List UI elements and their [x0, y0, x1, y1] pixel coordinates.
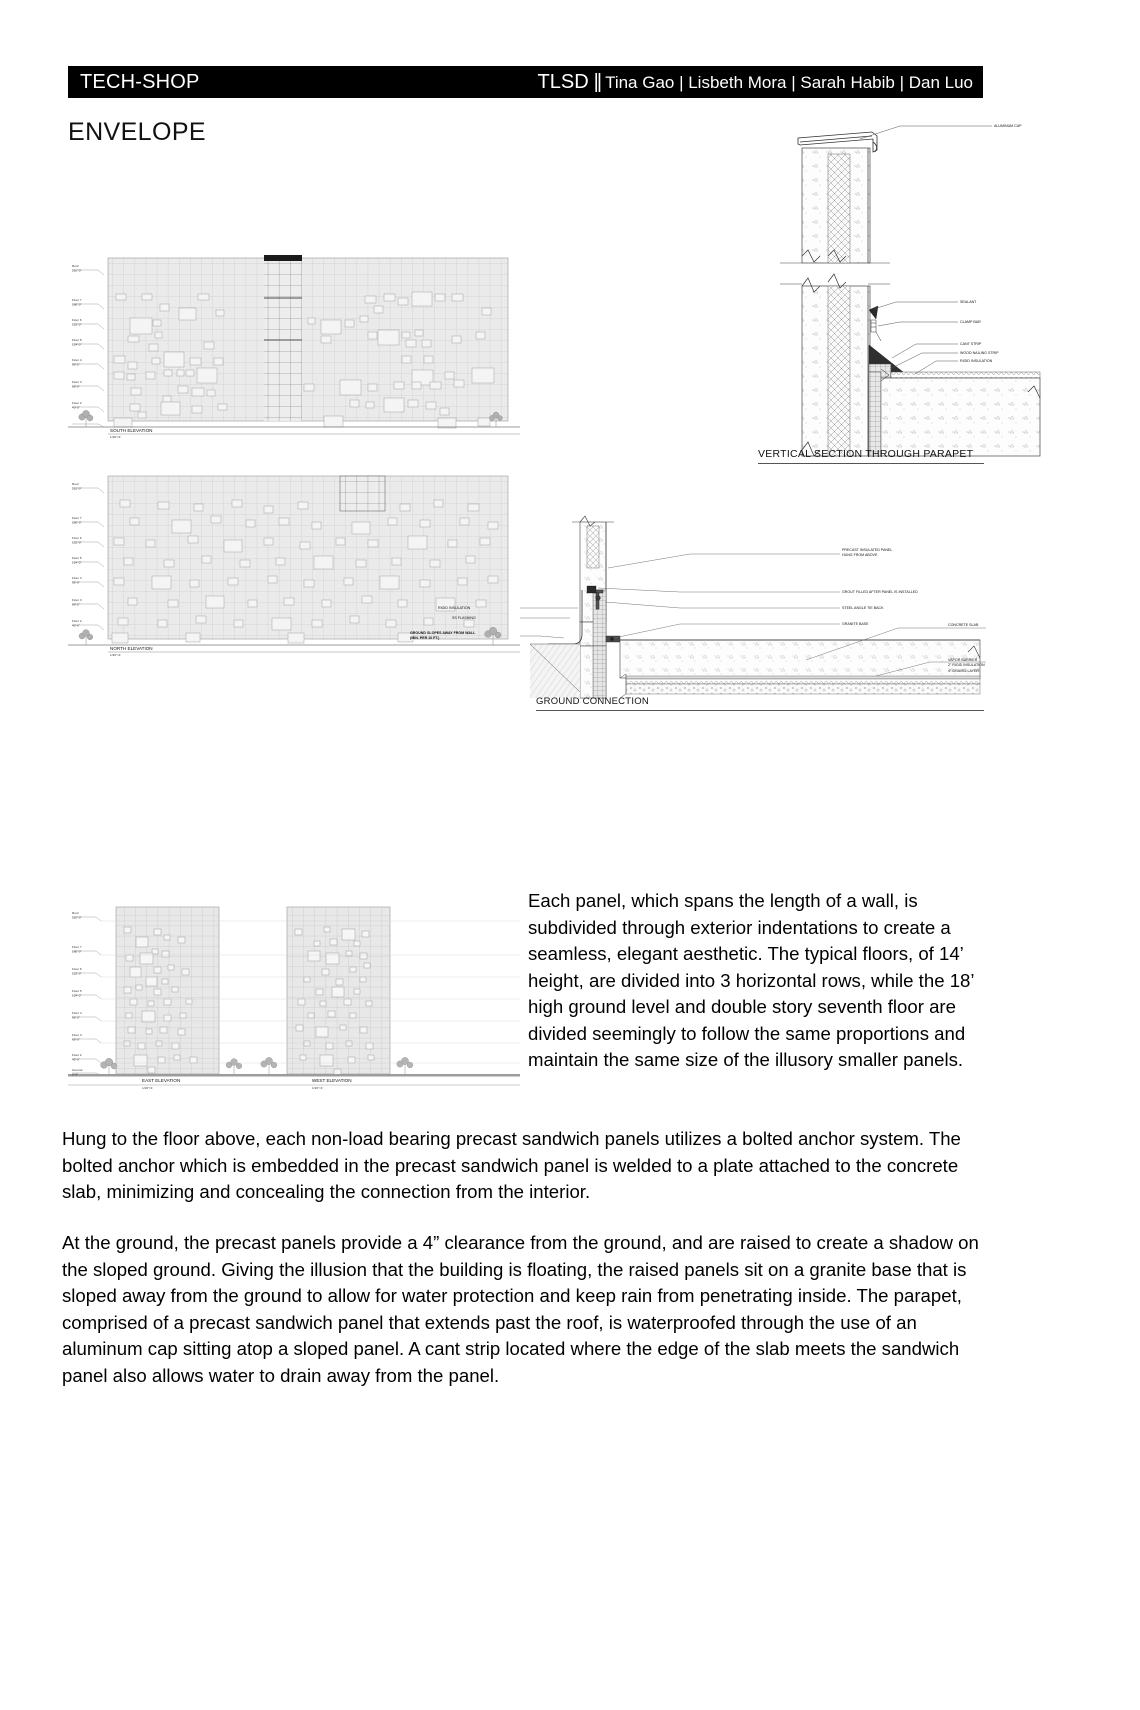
south-elevation-svg — [68, 252, 520, 448]
svg-text:Floor 4: Floor 4 — [72, 1011, 82, 1015]
label-ss-flashing: SS FLASHING — [452, 616, 476, 620]
west-elevation-scale: 1/16"=1' — [312, 1086, 324, 1090]
svg-text:152'-0": 152'-0" — [72, 540, 82, 545]
granite-base-shape — [606, 636, 620, 642]
svg-text:Floor 5: Floor 5 — [72, 989, 82, 993]
page-title: ENVELOPE — [68, 118, 206, 146]
label-concrete-slab: CONCRETE SLAB — [948, 623, 979, 627]
floor-level-markers — [72, 482, 104, 630]
label-rigid-insulation-parapet: RIGID INSULATION — [960, 359, 993, 363]
east-west-elevation-drawing — [68, 895, 520, 1095]
north-elevation-svg — [68, 470, 520, 666]
svg-text:124'-0": 124'-0" — [72, 342, 82, 347]
ground-connection-svg — [410, 470, 990, 698]
svg-text:152'-0": 152'-0" — [72, 971, 82, 976]
header-separator: || — [593, 70, 601, 93]
clamp-bar-shape — [871, 320, 881, 341]
label-clamp-bar: CLAMP BAR — [960, 320, 981, 324]
svg-text:152'-0": 152'-0" — [72, 322, 82, 327]
west-elevation-label: WEST ELEVATION — [312, 1078, 352, 1083]
svg-text:180'-0": 180'-0" — [72, 949, 82, 954]
grout-pocket-shape — [587, 586, 596, 593]
gravel-layer-shape — [626, 684, 980, 694]
page-header — [68, 66, 983, 98]
svg-text:210'-0": 210'-0" — [72, 915, 82, 920]
body-paragraph-ground-and-parapet: At the ground, the precast panels provide a 4” clearance from the ground, and are raised to create a shadow on the sloped ground. Giving the illusion that the building is floating, the raised panels sit on a granite base that is sloped away from the ground to allow for water protection and keep rain from penetrating inside. The parapet, comprised of a precast sandwich panel that extends past the roof, is waterproofed through the use of an aluminum cap sitting atop a sloped panel. A cant strip located where the edge of the slab meets the sandwich panel also allows water to drain away from the panel. — [62, 1232, 979, 1386]
svg-text:Floor 6: Floor 6 — [72, 536, 82, 540]
svg-text:Roof: Roof — [72, 911, 79, 915]
label-grout-filled: GROUT FILLED AFTER PANEL IS INSTALLED — [842, 590, 918, 594]
svg-text:96'-0": 96'-0" — [72, 580, 80, 585]
header-project-title: TECH-SHOP — [80, 70, 200, 93]
svg-text:40'-0": 40'-0" — [72, 405, 80, 410]
parapet-caption-rule — [758, 463, 984, 464]
svg-text:Roof: Roof — [72, 482, 79, 486]
svg-text:Floor 2: Floor 2 — [72, 619, 82, 623]
svg-text:Ground: Ground — [72, 1068, 83, 1072]
svg-text:Floor 5: Floor 5 — [72, 338, 82, 342]
svg-text:Floor 2: Floor 2 — [72, 1053, 82, 1057]
east-elevation-scale: 1/16"=1' — [142, 1086, 154, 1090]
parapet-detail-drawing — [740, 106, 1040, 466]
label-granite-base: GRANITE BASE — [842, 622, 869, 626]
rigid-insulation-slab-shape — [626, 679, 980, 684]
south-elevation-label: SOUTH ELEVATION — [110, 428, 153, 433]
svg-text:Floor 3: Floor 3 — [72, 598, 82, 602]
east-elevation-label: EAST ELEVATION — [142, 1078, 181, 1083]
label-hung-from-above: HUNG FROM ABOVE — [842, 553, 878, 557]
svg-text:Floor 4: Floor 4 — [72, 358, 82, 362]
svg-text:Floor 7: Floor 7 — [72, 516, 82, 520]
svg-text:68'-0": 68'-0" — [72, 602, 80, 607]
header-studio-name: TLSD — [537, 70, 589, 93]
rigid-insulation-shape — [891, 372, 1040, 378]
svg-text:Floor 3: Floor 3 — [72, 1033, 82, 1037]
south-elevation-scale: 1/16"=1' — [110, 435, 122, 439]
label-4in-gravel-layer: 4" GRAVEL LAYER — [948, 669, 979, 673]
svg-text:180'-0": 180'-0" — [72, 520, 82, 525]
north-elevation-scale: 1/16"=1' — [110, 653, 122, 657]
label-ground-slopes: GROUND SLOPES AWAY FROM WALL — [410, 631, 476, 635]
label-aluminum-cap: ALUMINUM CAP — [994, 124, 1022, 128]
label-precast-insulated-panel: PRECAST INSULATED PANEL — [842, 548, 893, 552]
svg-text:Floor 6: Floor 6 — [72, 967, 82, 971]
svg-text:180'-0": 180'-0" — [72, 302, 82, 307]
header-credits — [538, 71, 973, 94]
body-paragraph-envelope-panels: Each panel, which spans the length of a wall, is subdivided through exterior indentations to create a seamless, elegant aesthetic. The typical floors, of 14’ height, are divided into 3 horizontal rows, while the 18’ high ground level and double story seventh floor are divided seemingly to follow the same proportions and maintain the same size of the illusory smaller panels. — [528, 890, 974, 1070]
svg-text:Floor 3: Floor 3 — [72, 380, 82, 384]
header-author-list: Tina Gao | Lisbeth Mora | Sarah Habib | Dan Luo — [605, 72, 973, 92]
svg-text:124'-0": 124'-0" — [72, 993, 82, 998]
north-elevation-label: NORTH ELEVATION — [110, 646, 153, 651]
south-elevation-drawing — [68, 252, 520, 448]
svg-text:96'-0": 96'-0" — [72, 362, 80, 367]
label-rigid-insulation-ground: RIGID INSULATION — [438, 606, 471, 610]
ground-connection-caption — [536, 696, 984, 711]
svg-text:Floor 7: Floor 7 — [72, 945, 82, 949]
svg-text:Floor 2: Floor 2 — [72, 401, 82, 405]
svg-text:Floor 5: Floor 5 — [72, 556, 82, 560]
svg-text:Floor 6: Floor 6 — [72, 318, 82, 322]
body-paragraph-anchor-system: Hung to the floor above, each non-load bearing precast sandwich panels utilizes a bolted anchor system. The bolted anchor which is embedded in the precast sandwich panel is welded to a plate attached to the concrete slab, minimizing and concealing the connection from the interior. — [62, 1128, 961, 1202]
svg-text:40'-0": 40'-0" — [72, 623, 80, 628]
svg-text:96'-0": 96'-0" — [72, 1015, 80, 1020]
parapet-detail-title: VERTICAL SECTION THROUGH PARAPET — [758, 448, 974, 460]
ground-connection-drawing — [410, 470, 990, 698]
label-vapor-barrier: VAPOR BARRIER — [948, 658, 978, 662]
label-steel-angle-tieback: STEEL ANGLE TIE BACK — [842, 606, 884, 610]
svg-text:124'-0": 124'-0" — [72, 560, 82, 565]
svg-text:210'-0": 210'-0" — [72, 268, 82, 273]
svg-text:68'-0": 68'-0" — [72, 384, 80, 389]
label-cant-strip: CANT STRIP — [960, 342, 982, 346]
north-elevation-drawing — [68, 470, 520, 666]
svg-text:Floor 4: Floor 4 — [72, 576, 82, 580]
svg-text:40'-0": 40'-0" — [72, 1057, 80, 1062]
ground-caption-rule — [536, 710, 984, 711]
label-min-per-10ft: (MIN. PER 10 FT.) — [410, 636, 440, 640]
ss-flashing-shape — [548, 590, 582, 644]
svg-text:68'-0": 68'-0" — [72, 1037, 80, 1042]
svg-text:210'-0": 210'-0" — [72, 486, 82, 491]
svg-text:0'-0": 0'-0" — [72, 1072, 79, 1077]
parapet-detail-caption — [758, 448, 984, 464]
parapet-detail-svg — [740, 106, 1040, 466]
label-wood-nailing-strip: WOOD NAILING STRIP — [960, 351, 999, 355]
east-west-elevation-svg — [68, 895, 520, 1095]
svg-text:Floor 7: Floor 7 — [72, 298, 82, 302]
ground-connection-title: GROUND CONNECTION — [536, 696, 649, 707]
label-sealant: SEALANT — [960, 300, 977, 304]
svg-text:Roof: Roof — [72, 264, 79, 268]
floor-level-markers — [72, 264, 104, 427]
vapor-barrier-shape — [626, 676, 980, 679]
label-2in-rigid-insulation: 2" RIGID INSULATION — [948, 663, 985, 667]
